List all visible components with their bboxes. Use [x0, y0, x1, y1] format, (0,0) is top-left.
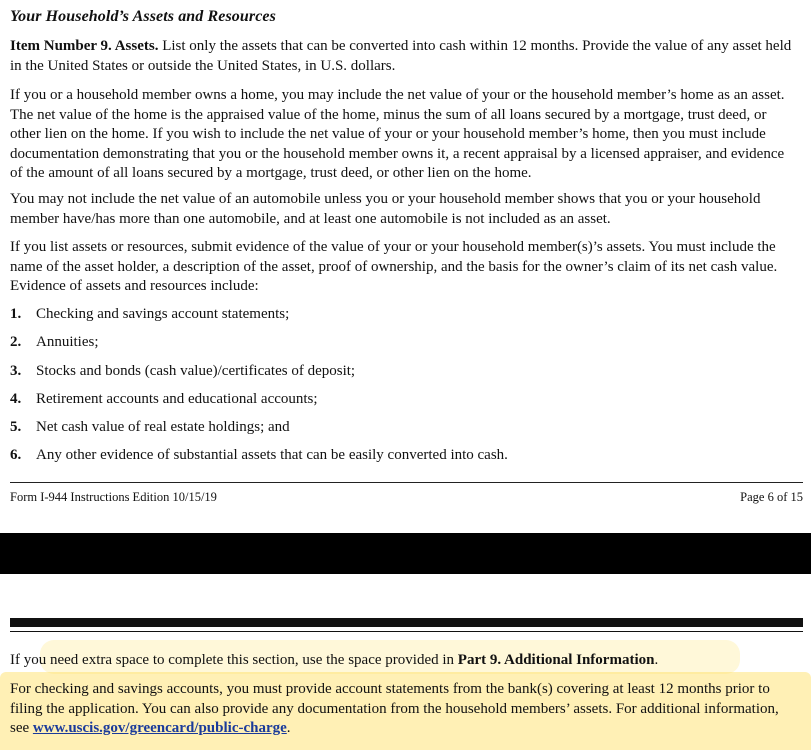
list-number: 1.: [10, 306, 22, 322]
extra-space-end: .: [654, 652, 659, 668]
list-item: [10, 446, 800, 474]
list-number: 4.: [10, 390, 22, 407]
list-number: 2.: [10, 334, 22, 351]
list-text: Any other evidence of substantial assets that can be easily converted into cash.: [36, 447, 508, 464]
list-text: Checking and savings account statements;: [36, 306, 290, 322]
section-divider-thin: [10, 631, 803, 632]
list-item: [10, 305, 800, 333]
list-text: Net cash value of real estate holdings; and: [36, 419, 290, 436]
evidence-list: [10, 305, 800, 475]
list-number: 3.: [10, 362, 22, 379]
uscis-public-charge-link[interactable]: www.uscis.gov/greencard/public-charge: [32, 720, 287, 736]
part-9-reference: Part 9. Additional Information: [457, 652, 655, 668]
list-number: 6.: [10, 447, 22, 464]
item-9-paragraph: [10, 37, 800, 76]
form-edition: Form I-944 Instructions Edition 10/15/19: [10, 490, 217, 504]
section-divider-thick: [10, 618, 803, 627]
list-item: [10, 362, 800, 390]
list-text: Retirement accounts and educational accounts;: [36, 390, 318, 407]
home-value-paragraph: If you or a household member owns a home, you may include the net value of your or the household member’s home as an asset. The net value of the home is the appraised value of the home, minus the sum of all loans secured by a mortgage, trust deed, or other lien on the home. If you wish to include the net value of your or your household member’s home, then you must include documentation demonstrating that you or the household member owns it, a recent appraisal by a licensed appraiser, and evidence of the amount of all loans secured by a mortgage, trust deed, or other lien on the home.: [10, 87, 785, 181]
redaction-bar: [0, 533, 811, 574]
list-text: Annuities;: [36, 334, 99, 351]
automobile-paragraph: You may not include the net value of an automobile unless you or your household member shows that you or your household member have/has more than one automobile, and at least one automobile is not included as an asset.: [10, 191, 761, 227]
extra-space-paragraph: [10, 651, 800, 671]
item-9-text: List only the assets that can be converted into cash within 12 months. Provide the value of any asset held in the United States or outside the United States, in U.S. dollars.: [10, 38, 792, 74]
list-number: 5.: [10, 419, 22, 436]
footer-divider: [10, 482, 803, 483]
evidence-paragraph: If you list assets or resources, submit evidence of the value of your or your household member(s)’s assets. You must include the name of the asset holder, a description of the asset, proof of ownership, and the basis for the owner’s claim of its net cash value. Evidence of assets and resources include:: [10, 239, 778, 294]
section-heading: Your Household’s Assets and Resources: [10, 8, 276, 25]
item-9-label: Item Number 9. Assets.: [10, 38, 159, 54]
list-item: [10, 418, 800, 446]
list-item: [10, 390, 800, 418]
checking-savings-end: .: [286, 720, 291, 736]
list-item: [10, 333, 800, 361]
checking-savings-text: For checking and savings accounts, you must provide account statements from the bank(s) covering at least 12 months prior to filing the application. You can also provide any documentation from the household members’ assets. For additional information, see: [10, 681, 779, 736]
page-number: Page 6 of 15: [740, 490, 803, 504]
extra-space-text: If you need extra space to complete this section, use the space provided in: [10, 652, 458, 668]
list-text: Stocks and bonds (cash value)/certificates of deposit;: [36, 362, 356, 379]
checking-savings-paragraph: [10, 680, 800, 739]
